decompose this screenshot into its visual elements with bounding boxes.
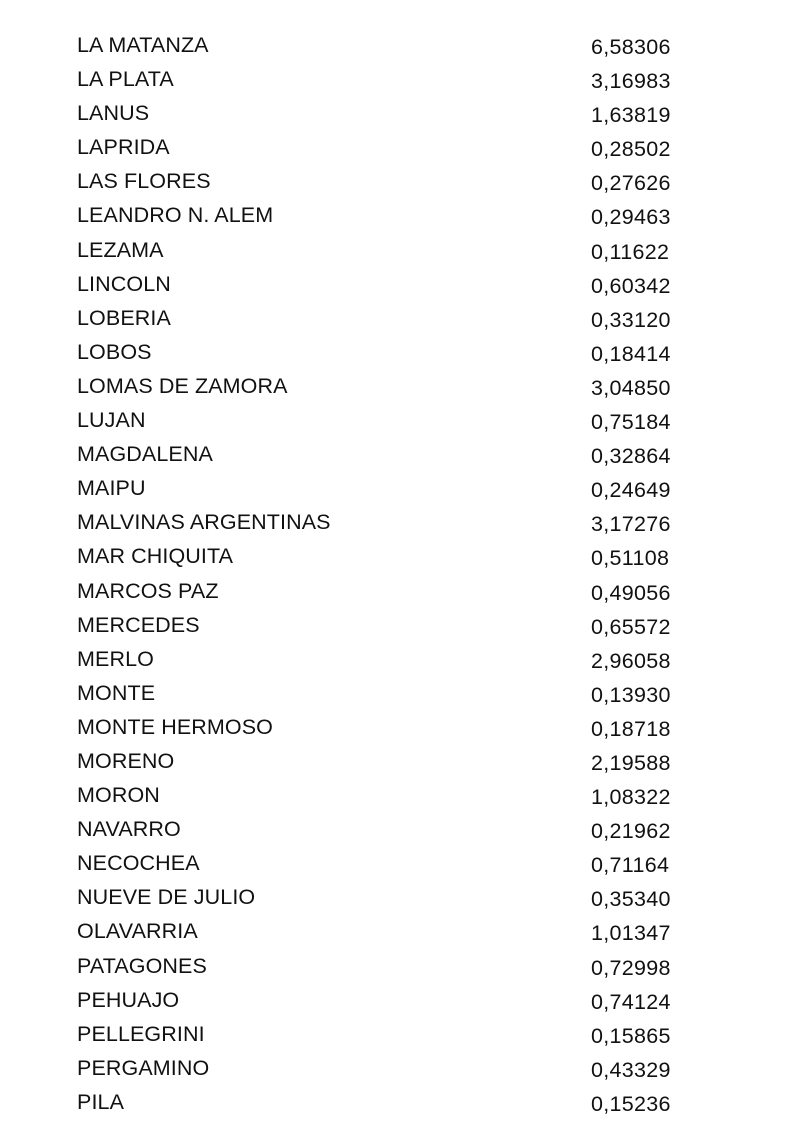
district-name: MONTE HERMOSO — [77, 714, 273, 739]
table-row — [0, 437, 800, 471]
coefficient-value: 0,72998 — [591, 955, 671, 980]
district-name: MAR CHIQUITA — [77, 544, 234, 569]
table-row — [0, 914, 800, 948]
district-name: MERLO — [77, 646, 154, 671]
table-row — [0, 642, 800, 676]
table-row — [0, 198, 800, 232]
table-row — [0, 233, 800, 267]
coefficient-value: 0,15865 — [591, 1023, 671, 1048]
coefficient-value: 0,49056 — [591, 580, 671, 605]
coefficient-value: 1,08322 — [591, 785, 671, 810]
coefficient-value: 0,43329 — [591, 1057, 671, 1082]
district-name: LAPRIDA — [77, 135, 170, 160]
table-row — [0, 301, 800, 335]
table-row — [0, 1051, 800, 1085]
coefficient-value: 0,71164 — [591, 853, 670, 878]
coefficient-value: 0,32864 — [591, 444, 671, 469]
coefficient-value: 0,28502 — [591, 137, 671, 162]
coefficient-value: 3,16983 — [591, 69, 671, 94]
table-row — [0, 710, 800, 744]
coefficient-value: 0,21962 — [591, 819, 671, 844]
table-row — [0, 574, 800, 608]
table-row — [0, 96, 800, 130]
table-row — [0, 130, 800, 164]
district-name: MERCEDES — [77, 612, 200, 637]
district-name: MONTE — [77, 680, 156, 705]
table-row — [0, 880, 800, 914]
table-row — [0, 812, 800, 846]
district-name: PELLEGRINI — [77, 1021, 205, 1046]
coefficient-value: 0,33120 — [591, 307, 671, 332]
district-name: PERGAMINO — [77, 1055, 210, 1080]
district-name: NECOCHEA — [77, 851, 200, 876]
district-name: PILA — [77, 1089, 125, 1114]
district-name: LEANDRO N. ALEM — [77, 203, 274, 228]
coefficient-value: 0,15236 — [591, 1091, 671, 1116]
coefficient-value: 0,35340 — [591, 887, 671, 912]
table-row — [0, 846, 800, 880]
district-name: OLAVARRIA — [77, 919, 198, 944]
table-row — [0, 1017, 800, 1051]
district-name: LEZAMA — [77, 237, 164, 262]
table-row — [0, 1085, 800, 1119]
district-name: LANUS — [77, 101, 150, 126]
district-name: MORENO — [77, 748, 175, 773]
table-row — [0, 403, 800, 437]
coefficient-value: 0,75184 — [591, 410, 671, 435]
district-name: MARCOS PAZ — [77, 578, 219, 603]
coefficient-value: 2,96058 — [591, 648, 671, 673]
coefficient-value: 0,13930 — [591, 682, 671, 707]
table-row — [0, 744, 800, 778]
coefficient-value: 0,51108 — [591, 546, 670, 571]
table-row — [0, 471, 800, 505]
table-row — [0, 62, 800, 96]
coefficient-value: 0,18414 — [591, 341, 671, 366]
district-name: LOMAS DE ZAMORA — [77, 373, 288, 398]
district-name: LINCOLN — [77, 271, 171, 296]
district-name: LA MATANZA — [77, 33, 209, 57]
coefficient-table — [0, 28, 800, 1119]
coefficient-value: 1,63819 — [591, 103, 671, 128]
coefficient-value: 3,17276 — [591, 512, 671, 537]
district-name: LA PLATA — [77, 67, 174, 92]
table-row — [0, 335, 800, 369]
table-row — [0, 164, 800, 198]
coefficient-value: 3,04850 — [591, 375, 671, 400]
district-name: LUJAN — [77, 408, 146, 433]
coefficient-value: 0,27626 — [591, 171, 671, 196]
table-row — [0, 608, 800, 642]
district-name: MORON — [77, 783, 160, 808]
district-name: NUEVE DE JULIO — [77, 885, 256, 910]
table-row — [0, 28, 800, 62]
district-name: PATAGONES — [77, 953, 207, 978]
district-name: PEHUAJO — [77, 987, 180, 1012]
district-name: LAS FLORES — [77, 169, 211, 194]
coefficient-value: 0,11622 — [591, 239, 670, 264]
coefficient-value: 0,60342 — [591, 273, 671, 298]
district-name: NAVARRO — [77, 817, 181, 842]
district-name: LOBERIA — [77, 305, 171, 330]
coefficient-value: 0,18718 — [591, 716, 671, 741]
coefficient-value: 0,29463 — [591, 205, 671, 230]
district-name: MAIPU — [77, 476, 146, 501]
coefficient-value: 6,58306 — [591, 35, 671, 59]
coefficient-value: 0,24649 — [591, 478, 671, 503]
table-row — [0, 539, 800, 573]
coefficient-value: 0,74124 — [591, 989, 671, 1014]
table-row — [0, 949, 800, 983]
district-name: LOBOS — [77, 339, 152, 364]
table-row — [0, 778, 800, 812]
table-row — [0, 505, 800, 539]
district-name: MALVINAS ARGENTINAS — [77, 510, 331, 535]
table-row — [0, 676, 800, 710]
table-row — [0, 983, 800, 1017]
table-row — [0, 267, 800, 301]
table-row — [0, 369, 800, 403]
district-name: MAGDALENA — [77, 442, 213, 467]
coefficient-value: 2,19588 — [591, 750, 671, 775]
coefficient-value: 0,65572 — [591, 614, 671, 639]
coefficient-value: 1,01347 — [591, 921, 671, 946]
